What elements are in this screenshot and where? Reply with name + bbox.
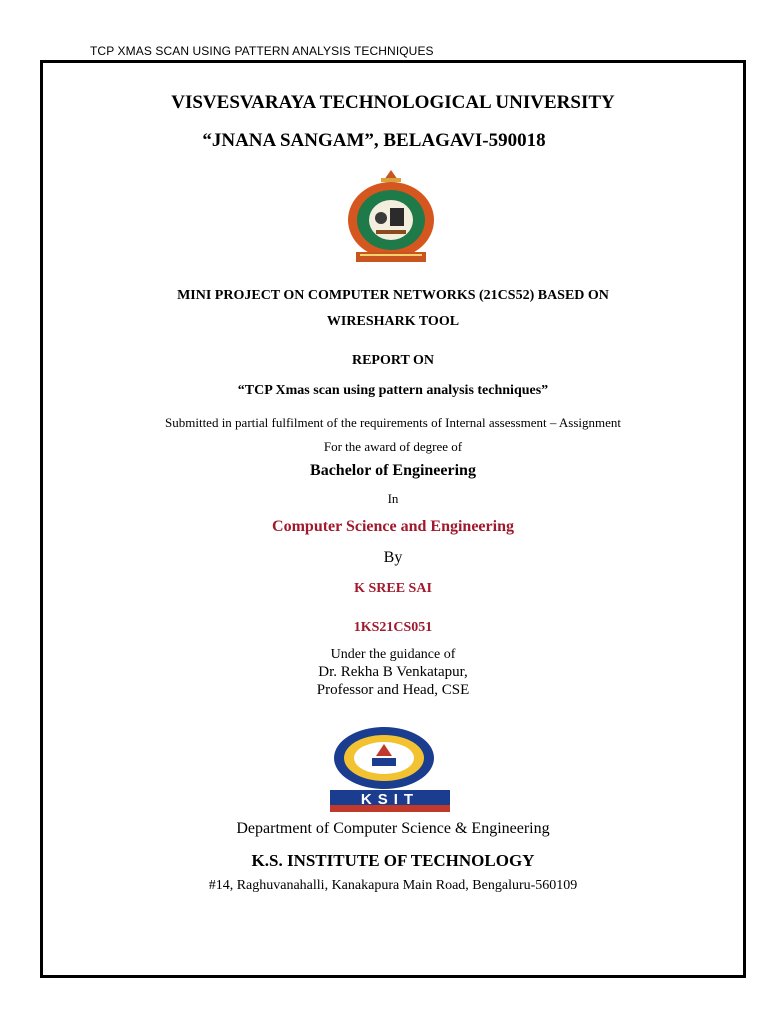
ksit-logo (328, 726, 452, 814)
running-header: TCP XMAS SCAN USING PATTERN ANALYSIS TECHNIQUES (90, 44, 434, 58)
guide-name: Dr. Rekha B Venkatapur, (318, 664, 468, 680)
institute-address: #14, Raghuvanahalli, Kanakapura Main Road, Bengaluru-560109 (208, 878, 578, 893)
report-on-label: REPORT ON (351, 353, 435, 368)
report-title: “TCP Xmas scan using pattern analysis techniques” (237, 383, 549, 398)
project-line-2: WIRESHARK TOOL (326, 314, 460, 329)
guidance-intro: Under the guidance of (330, 647, 456, 662)
student-name: K SREE SAI (354, 581, 432, 596)
university-location: “JNANA SANGAM”, BELAGAVI-590018 (202, 130, 546, 151)
vtu-logo (346, 168, 436, 268)
university-name: VISVESVARAYA TECHNOLOGICAL UNIVERSITY (171, 92, 615, 113)
ksit-banner-text: KSIT (360, 791, 420, 808)
submission-statement: Submitted in partial fulfilment of the requirements of Internal assessment – Assignment (165, 415, 621, 430)
institute-name: K.S. INSTITUTE OF TECHNOLOGY (251, 851, 535, 870)
degree-name: Bachelor of Engineering (310, 462, 476, 479)
branch-name: Computer Science and Engineering (272, 518, 514, 535)
project-line-1: MINI PROJECT ON COMPUTER NETWORKS (21CS52) BASED ON (177, 288, 609, 303)
guide-designation: Professor and Head, CSE (316, 682, 470, 698)
in-label: In (387, 491, 399, 506)
student-usn: 1KS21CS051 (353, 620, 433, 635)
by-label: By (383, 549, 403, 566)
award-statement: For the award of degree of (323, 439, 463, 454)
department-name: Department of Computer Science & Engineering (236, 820, 550, 837)
